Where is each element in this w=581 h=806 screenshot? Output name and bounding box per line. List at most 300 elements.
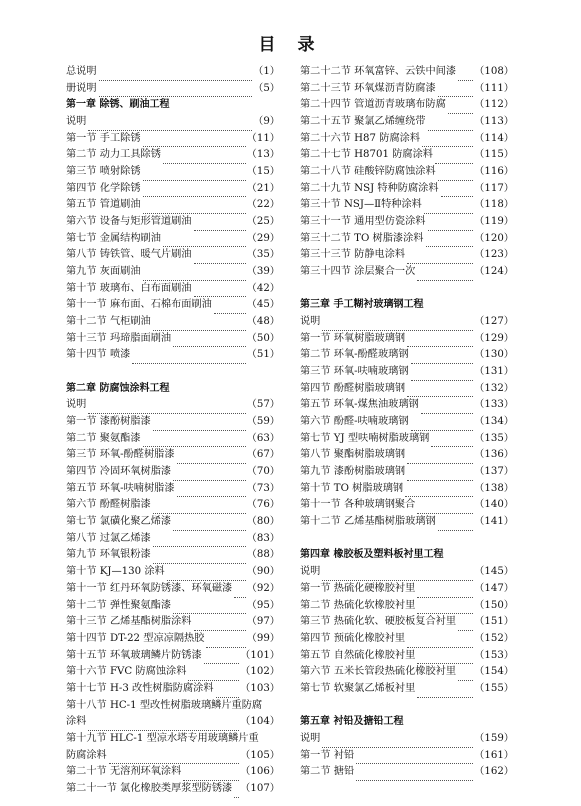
dot-leader: [194, 280, 246, 298]
dot-leader: [407, 330, 473, 348]
toc-entry: [300, 131, 514, 148]
page-number: （101）: [240, 649, 280, 661]
page-number: （117）: [474, 182, 514, 194]
chapter-title: 第四章 橡胶板及塑料板衬里工程: [300, 549, 444, 561]
dot-leader: [88, 396, 246, 414]
page-number: （151）: [474, 616, 514, 628]
dot-leader: [448, 96, 473, 114]
dot-leader: [173, 463, 246, 481]
toc-entry: [66, 81, 280, 98]
entry-title: 第七节 氯磺化聚乙烯漆: [66, 516, 172, 528]
dot-leader: [88, 113, 252, 131]
page-number: （63）: [246, 432, 280, 444]
page-number: （21）: [246, 182, 280, 194]
dot-leader: [428, 113, 473, 131]
entry-title: 第十四节 DT-22 型凉凉隔热胶: [66, 632, 205, 644]
entry-title: 第四节 预硫化橡胶衬里: [300, 632, 406, 644]
entry-title: 第十二节 气柜刷油: [66, 316, 151, 328]
dot-leader: [458, 63, 473, 81]
entry-title: 第一节 手工除锈: [66, 132, 141, 144]
entry-title: 第七节 软聚氯乙烯板衬里: [300, 682, 416, 694]
entry-title: 第十三节 玛𤧛脂面刷油: [66, 332, 172, 344]
page-number: （134）: [474, 416, 514, 428]
entry-title: 第三十四节 涂层聚合一次: [300, 266, 416, 278]
toc-entry: [300, 331, 514, 348]
entry-title: 第十一节 麻布面、石棉布面刷油: [66, 299, 212, 311]
entry-title: 第三节 喷射除锈: [66, 166, 141, 178]
dot-leader: [153, 546, 246, 564]
entry-title: 第十节 KJ—130 涂料: [66, 566, 165, 578]
toc-chapter-heading: [300, 714, 514, 731]
dot-leader: [438, 513, 473, 531]
toc-entry: [300, 614, 514, 631]
entry-title: 第十三节 乙烯基酯树脂涂料: [66, 616, 192, 628]
dot-leader: [458, 613, 473, 631]
entry-title: 第三十三节 防静电涂料: [300, 249, 406, 261]
toc-entry: [66, 181, 280, 198]
dot-leader: [132, 346, 246, 364]
page-number: （129）: [474, 332, 514, 344]
dot-leader: [163, 146, 246, 164]
dot-leader: [431, 430, 473, 448]
entry-title: 第十五节 环氧玻璃鳞片防锈漆: [66, 649, 202, 661]
toc-entry: [66, 131, 280, 148]
page-number: （76）: [246, 499, 280, 511]
toc-entry: [66, 514, 280, 531]
toc-entry: [66, 531, 280, 548]
page-number: （105）: [240, 749, 280, 761]
dot-leader: [407, 380, 473, 398]
entry-title: 第一节 环氧树脂玻璃钢: [300, 332, 406, 344]
dot-leader: [194, 613, 246, 631]
dot-leader: [143, 163, 246, 181]
page-number: （114）: [474, 132, 514, 144]
page-number: （147）: [474, 582, 514, 594]
toc-entry: [300, 147, 514, 164]
dot-leader: [163, 230, 246, 248]
dot-leader: [234, 580, 246, 598]
page-number: （135）: [474, 432, 514, 444]
entry-title: 第二十六节 H87 防腐涂料: [300, 132, 421, 144]
page-number: （102）: [240, 666, 280, 678]
entry-title: 第四节 化学除锈: [66, 182, 141, 194]
entry-title: 第三十一节 通用型仿瓷涂料: [300, 216, 426, 228]
toc-entry: [66, 397, 280, 414]
page-number: （141）: [474, 516, 514, 528]
page-number: （99）: [246, 632, 280, 644]
dot-leader: [405, 480, 473, 498]
entry-title: 第六节 酚醛树脂漆: [66, 499, 151, 511]
entry-title: 第二十三节 环氧煤沥青防腐漆: [300, 82, 436, 94]
toc-entry: [300, 381, 514, 398]
dot-leader: [194, 246, 246, 264]
entry-title: 第二十八节 硅酸锌防腐蚀涂料: [300, 166, 436, 178]
page-number: （106）: [240, 766, 280, 778]
dot-leader: [204, 647, 239, 665]
entry-title: 第二节 动力工具除锈: [66, 149, 161, 161]
dot-leader: [143, 130, 246, 148]
entry-title: 第十二节 乙烯基酯树脂玻璃钢: [300, 516, 436, 528]
entry-title: 册说明: [66, 82, 97, 94]
entry-title: 第九节 灰面刷油: [66, 266, 141, 278]
dot-leader: [426, 230, 473, 248]
dot-leader: [153, 413, 246, 431]
dot-leader: [322, 730, 473, 748]
toc-column-right: [300, 64, 514, 781]
page-number: （90）: [246, 566, 280, 578]
toc-entry: [66, 281, 280, 298]
dot-leader: [99, 80, 252, 98]
entry-title: 防腐涂料: [66, 749, 107, 761]
toc-entry: [300, 564, 514, 581]
dot-leader: [422, 130, 473, 148]
toc-entry: [66, 264, 280, 281]
toc-entry: [300, 397, 514, 414]
toc-entry: [66, 481, 280, 498]
toc-entry: [66, 631, 280, 648]
toc-entry: [300, 681, 514, 698]
toc-entry: [66, 464, 280, 481]
toc-entry: [66, 414, 280, 431]
toc-spacer: [300, 281, 514, 298]
dot-leader: [234, 780, 239, 798]
toc-entry: [300, 81, 514, 98]
dot-leader: [417, 680, 473, 698]
entry-title: 第二十九节 NSJ 特种防腐涂料: [300, 182, 439, 194]
page-number: （152）: [474, 632, 514, 644]
entry-title: 第十六节 FVC 防腐蚀涂料: [66, 666, 187, 678]
dot-leader: [183, 763, 239, 781]
toc-entry: [300, 197, 514, 214]
dot-leader: [153, 496, 246, 514]
page-number: （127）: [474, 316, 514, 328]
toc-entry: [300, 97, 514, 114]
entry-title: 第九节 环氧银粉漆: [66, 549, 151, 561]
page-number: （45）: [246, 299, 280, 311]
toc-entry: [300, 64, 514, 81]
page-number: （9）: [253, 116, 280, 128]
entry-title: 第十一节 各种玻璃钢聚合: [300, 499, 416, 511]
dot-leader: [216, 680, 239, 698]
toc-entry: [66, 497, 280, 514]
dot-leader: [356, 763, 473, 781]
toc-entry: [300, 447, 514, 464]
page-number: （116）: [474, 166, 514, 178]
entry-title: 第十八节 HC-1 型改性树脂玻璃鳞片重防腐: [66, 699, 263, 711]
toc-column-left: [66, 64, 280, 798]
page-number: （133）: [474, 399, 514, 411]
dot-leader: [417, 263, 473, 281]
page-number: （50）: [246, 332, 280, 344]
page-number: （140）: [474, 499, 514, 511]
toc-spacer: [300, 698, 514, 715]
dot-leader: [417, 496, 473, 514]
dot-leader: [153, 530, 246, 548]
toc-entry: [300, 114, 514, 131]
page-number: （15）: [246, 166, 280, 178]
dot-leader: [177, 446, 246, 464]
page-number: （57）: [246, 399, 280, 411]
page-number: （137）: [474, 466, 514, 478]
toc-entry: [66, 231, 280, 248]
entry-title: 说明: [66, 116, 87, 128]
page-number: （136）: [474, 449, 514, 461]
toc-entry: [300, 214, 514, 231]
entry-title: 第二十二节 环氧富锌、云铁中间漆: [300, 66, 457, 77]
entry-title: 第三十二节 TO 树脂漆涂料: [300, 232, 424, 244]
entry-title: 第五节 环氧-呋喃树脂漆: [66, 482, 175, 494]
entry-title: 第三节 环氧-酚醛树脂漆: [66, 449, 175, 461]
entry-title: 第十节 TO 树脂玻璃钢: [300, 482, 404, 494]
toc-chapter-heading: [66, 97, 280, 114]
toc-entry: [300, 264, 514, 281]
entry-title: 第二十七节 H8701 防腐涂料: [300, 149, 433, 161]
page-number: （162）: [474, 766, 514, 778]
page-number: （120）: [474, 232, 514, 244]
entry-title: 说明: [300, 566, 321, 578]
dot-leader: [214, 296, 246, 314]
toc-chapter-heading: [300, 297, 514, 314]
page-number: （104）: [240, 716, 280, 728]
dot-leader: [177, 480, 246, 498]
page-number: （161）: [474, 749, 514, 761]
dot-leader: [417, 647, 473, 665]
dot-leader: [322, 313, 473, 331]
page-number: （39）: [246, 266, 280, 278]
page-number: （150）: [474, 599, 514, 611]
entry-title: 第三十节 NSJ—Ⅱ特种涂料: [300, 199, 422, 211]
page-number: （51）: [246, 349, 280, 361]
toc-entry: [66, 714, 280, 731]
toc-entry: [66, 748, 280, 765]
entry-title: 第六节 设备与矩形管道刷油: [66, 216, 192, 228]
dot-leader: [167, 563, 246, 581]
entry-title: 第五节 管道刷油: [66, 199, 141, 211]
toc-entry: [66, 547, 280, 564]
dot-leader: [143, 263, 246, 281]
toc-entry: [66, 431, 280, 448]
toc-entry: [66, 681, 280, 698]
page-number: （132）: [474, 382, 514, 394]
dot-leader: [458, 663, 473, 681]
page-number: （138）: [474, 482, 514, 494]
page-number: （124）: [474, 266, 514, 278]
toc-entry: [66, 648, 280, 665]
dot-leader: [143, 430, 246, 448]
toc-entry: [300, 247, 514, 264]
toc-entry: [300, 464, 514, 481]
dot-leader: [109, 747, 239, 765]
entry-title: 涂料: [66, 716, 87, 728]
dot-leader: [438, 80, 473, 98]
page-number: （112）: [474, 99, 514, 111]
dot-leader: [417, 580, 473, 598]
dot-leader: [153, 313, 246, 331]
toc-entry: [66, 347, 280, 364]
page-number: （35）: [246, 249, 280, 261]
toc-entry: [66, 64, 280, 81]
entry-title: 第四节 冷固环氧树脂漆: [66, 466, 172, 478]
dot-leader: [88, 713, 239, 731]
toc-entry: [66, 564, 280, 581]
toc-entry: [300, 514, 514, 531]
toc-entry-line1: [66, 698, 280, 715]
entry-title: 第八节 过氯乙烯漆: [66, 532, 151, 544]
toc-spacer: [300, 531, 514, 548]
entry-title: 第二节 环氧-酚醛玻璃钢: [300, 349, 409, 361]
entry-title: 第一节 漆酚树脂漆: [66, 416, 151, 428]
toc-entry: [300, 481, 514, 498]
toc-chapter-heading: [300, 547, 514, 564]
toc-entry: [300, 231, 514, 248]
toc-entry: [300, 347, 514, 364]
page-number: （119）: [474, 216, 514, 228]
entry-title: 第三节 环氧-呋喃玻璃钢: [300, 366, 409, 378]
dot-leader: [99, 63, 252, 81]
entry-title: 说明: [66, 399, 87, 411]
dot-leader: [356, 747, 473, 765]
page-number: （95）: [246, 599, 280, 611]
entry-title: 第七节 YJ 型呋喃树脂玻璃钢: [300, 432, 430, 444]
entry-title: 第十七节 H-3 改性树脂防腐涂料: [66, 682, 214, 694]
toc-entry: [300, 748, 514, 765]
toc-entry: [66, 114, 280, 131]
entry-title: 第一节 热硫化硬橡胶衬里: [300, 582, 416, 594]
entry-title: 第八节 铸铁管、暖气片刷油: [66, 249, 192, 261]
toc-entry: [66, 164, 280, 181]
page-number: （67）: [246, 449, 280, 461]
page-number: （111）: [474, 82, 514, 94]
page-number: （29）: [246, 232, 280, 244]
page-number: （108）: [474, 66, 514, 77]
dot-leader: [322, 563, 473, 581]
page-number: （145）: [474, 566, 514, 578]
toc-entry: [66, 664, 280, 681]
page-number: （155）: [474, 682, 514, 694]
toc-entry: [66, 614, 280, 631]
page-number: （113）: [474, 116, 514, 128]
toc-entry: [300, 497, 514, 514]
dot-leader: [143, 180, 246, 198]
dot-leader: [428, 213, 473, 231]
toc-entry: [300, 631, 514, 648]
dot-leader: [173, 330, 246, 348]
entry-title: 第二节 聚氨酯漆: [66, 432, 141, 444]
page-number: （118）: [474, 199, 514, 211]
toc-entry: [66, 197, 280, 214]
dot-leader: [411, 413, 473, 431]
dot-leader: [194, 213, 246, 231]
page-number: （97）: [246, 616, 280, 628]
toc-entry: [66, 247, 280, 264]
entry-title: 第九节 漆酚树脂玻璃钢: [300, 466, 406, 478]
toc-entry: [300, 581, 514, 598]
dot-leader: [143, 196, 246, 214]
page-number: （11）: [246, 132, 280, 144]
page-number: （70）: [246, 466, 280, 478]
entry-title: 第二十四节 管道沥青玻璃布防腐: [300, 99, 446, 111]
page-title: 目 录: [258, 35, 323, 55]
page-number: （123）: [474, 249, 514, 261]
toc-entry: [300, 731, 514, 748]
page-number: （154）: [474, 666, 514, 678]
page-number: （159）: [474, 732, 514, 744]
chapter-title: 第一章 除锈、刷油工程: [66, 99, 170, 111]
page-number: （1）: [253, 66, 280, 77]
entry-title: 第二节 热硫化软橡胶衬里: [300, 599, 416, 611]
toc-entry: [66, 447, 280, 464]
dot-leader: [407, 630, 473, 648]
toc-entry: [300, 164, 514, 181]
entry-title: 第五节 环氧-煤焦油玻璃钢: [300, 399, 419, 411]
toc-entry: [66, 314, 280, 331]
entry-title: 第二节 搪铅: [300, 766, 355, 778]
chapter-title: 第五章 衬铅及搪铅工程: [300, 716, 404, 728]
toc-entry: [66, 598, 280, 615]
page-number: （92）: [246, 582, 280, 594]
toc-chapter-heading: [66, 381, 280, 398]
dot-leader: [424, 196, 473, 214]
toc-entry: [66, 214, 280, 231]
page-number: （5）: [253, 82, 280, 94]
page-number: （80）: [246, 516, 280, 528]
page-number: （48）: [246, 316, 280, 328]
toc-entry: [300, 764, 514, 781]
toc-entry-line1: [66, 731, 280, 748]
toc-entry: [66, 764, 280, 781]
chapter-title: 第三章 手工糊衬玻璃钢工程: [300, 299, 424, 311]
chapter-title: 第二章 防腐蚀涂料工程: [66, 382, 170, 394]
entry-title: 第一节 衬铅: [300, 749, 355, 761]
page-number: （83）: [246, 532, 280, 544]
page-number: （73）: [246, 482, 280, 494]
dot-leader: [407, 463, 473, 481]
dot-leader: [188, 663, 239, 681]
dot-leader: [206, 630, 246, 648]
toc-entry: [300, 181, 514, 198]
entry-title: 第二十节 无溶剂环氧涂料: [66, 766, 182, 778]
page-number: （22）: [246, 199, 280, 211]
page-number: （42）: [246, 282, 280, 294]
entry-title: 说明: [300, 316, 321, 328]
entry-title: 第十四节 喷漆: [66, 349, 131, 361]
entry-title: 第四节 酚醛树脂玻璃钢: [300, 382, 406, 394]
toc-entry: [300, 664, 514, 681]
dot-leader: [435, 146, 473, 164]
entry-title: 第二十一节 氯化橡胶类厚浆型防锈漆: [66, 782, 233, 794]
entry-title: 第二十五节 聚氯乙烯缠绕带: [300, 116, 426, 128]
dot-leader: [173, 597, 246, 615]
page-number: （13）: [246, 149, 280, 161]
toc-spacer: [66, 364, 280, 381]
dot-leader: [441, 180, 473, 198]
entry-title: 第十九节 HLC-1 型凉水塔专用玻璃鳞片重: [66, 732, 259, 744]
dot-leader: [407, 246, 473, 264]
dot-leader: [407, 446, 473, 464]
toc-entry: [66, 147, 280, 164]
page-number: （25）: [246, 216, 280, 228]
entry-title: 总说明: [66, 66, 97, 77]
toc-entry: [300, 431, 514, 448]
page-number: （131）: [474, 366, 514, 378]
dot-leader: [411, 346, 473, 364]
entry-title: 第五节 自然硫化橡胶衬里: [300, 649, 416, 661]
toc-entry: [66, 781, 280, 798]
entry-title: 第十一节 红丹环氧防锈漆、环氧磁漆: [66, 582, 233, 594]
page-number: （88）: [246, 549, 280, 561]
page-number: （153）: [474, 649, 514, 661]
entry-title: 第六节 五米长管段热硫化橡胶衬里: [300, 666, 457, 678]
